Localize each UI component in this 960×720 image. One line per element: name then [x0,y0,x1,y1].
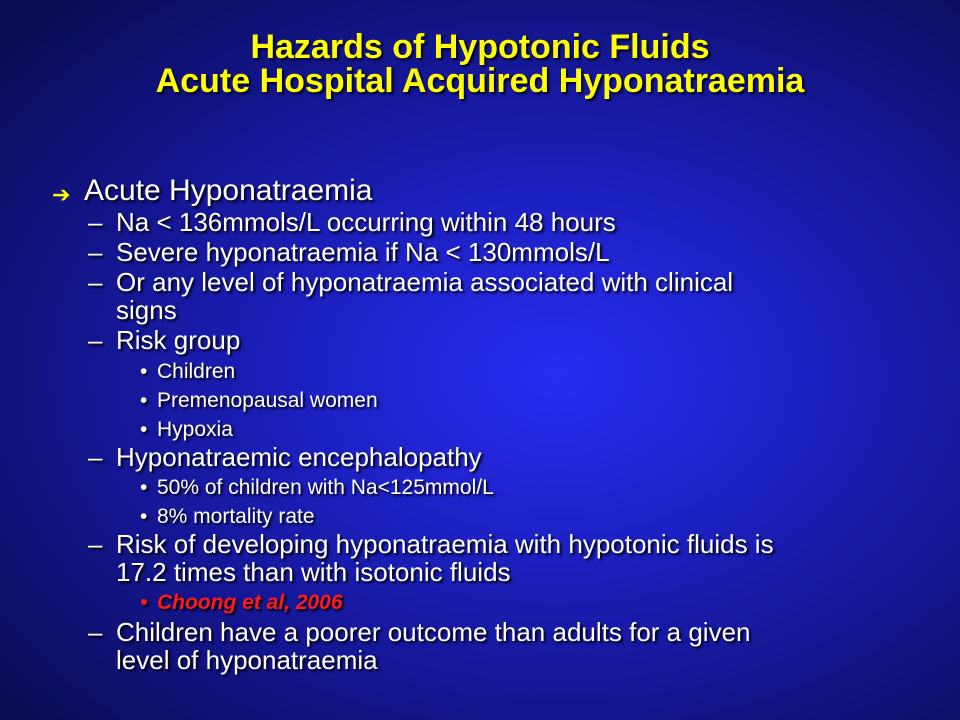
dash-bullet: – [88,617,103,647]
enc-children: 50% of children with Na<125mmol/L [157,476,494,499]
dash-bullet: – [88,529,103,559]
item-na-definition: Na < 136mmols/L occurring within 48 hours [116,207,616,237]
right-arrow-icon: ➔ [52,182,71,207]
dash-bullet: – [88,442,103,472]
item-risk-developing-line-2: 17.2 times than with isotonic fluids [116,557,511,587]
item-severe: Severe hyponatraemia if Na < 130mmols/L [116,237,610,267]
dash-bullet: – [88,237,103,267]
dash-bullet: – [88,207,103,237]
item-clinical-signs-line-1: Or any level of hyponatraemia associated with clinical [116,267,734,297]
dash-bullet: – [88,267,103,297]
citation: Choong et al, 2006 [157,591,343,614]
title-line-2: Acute Hospital Acquired Hyponatraemia [155,62,805,100]
dash-bullet: – [88,325,103,355]
dot-bullet: • [140,360,148,383]
heading-acute-hyponatraemia: Acute Hyponatraemia [84,174,373,207]
dot-bullet: • [140,591,148,614]
item-clinical-signs-line-2: signs [116,295,177,325]
title-line-1: Hazards of Hypotonic Fluids [250,28,710,66]
item-encephalopathy: Hyponatraemic encephalopathy [116,442,482,472]
risk-hypoxia: Hypoxia [157,418,233,441]
item-outcome-line-1: Children have a poorer outcome than adults for a given [116,617,751,647]
item-outcome-line-2: level of hyponatraemia [116,645,378,675]
dot-bullet: • [140,476,148,499]
dot-bullet: • [140,389,148,412]
item-risk-group: Risk group [116,325,241,355]
item-risk-developing-line-1: Risk of developing hyponatraemia with hypotonic fluids is [116,529,774,559]
dot-bullet: • [140,418,148,441]
risk-premenopausal-women: Premenopausal women [157,389,378,412]
risk-children: Children [157,360,236,383]
dot-bullet: • [140,505,148,528]
enc-mortality: 8% mortality rate [157,505,315,528]
